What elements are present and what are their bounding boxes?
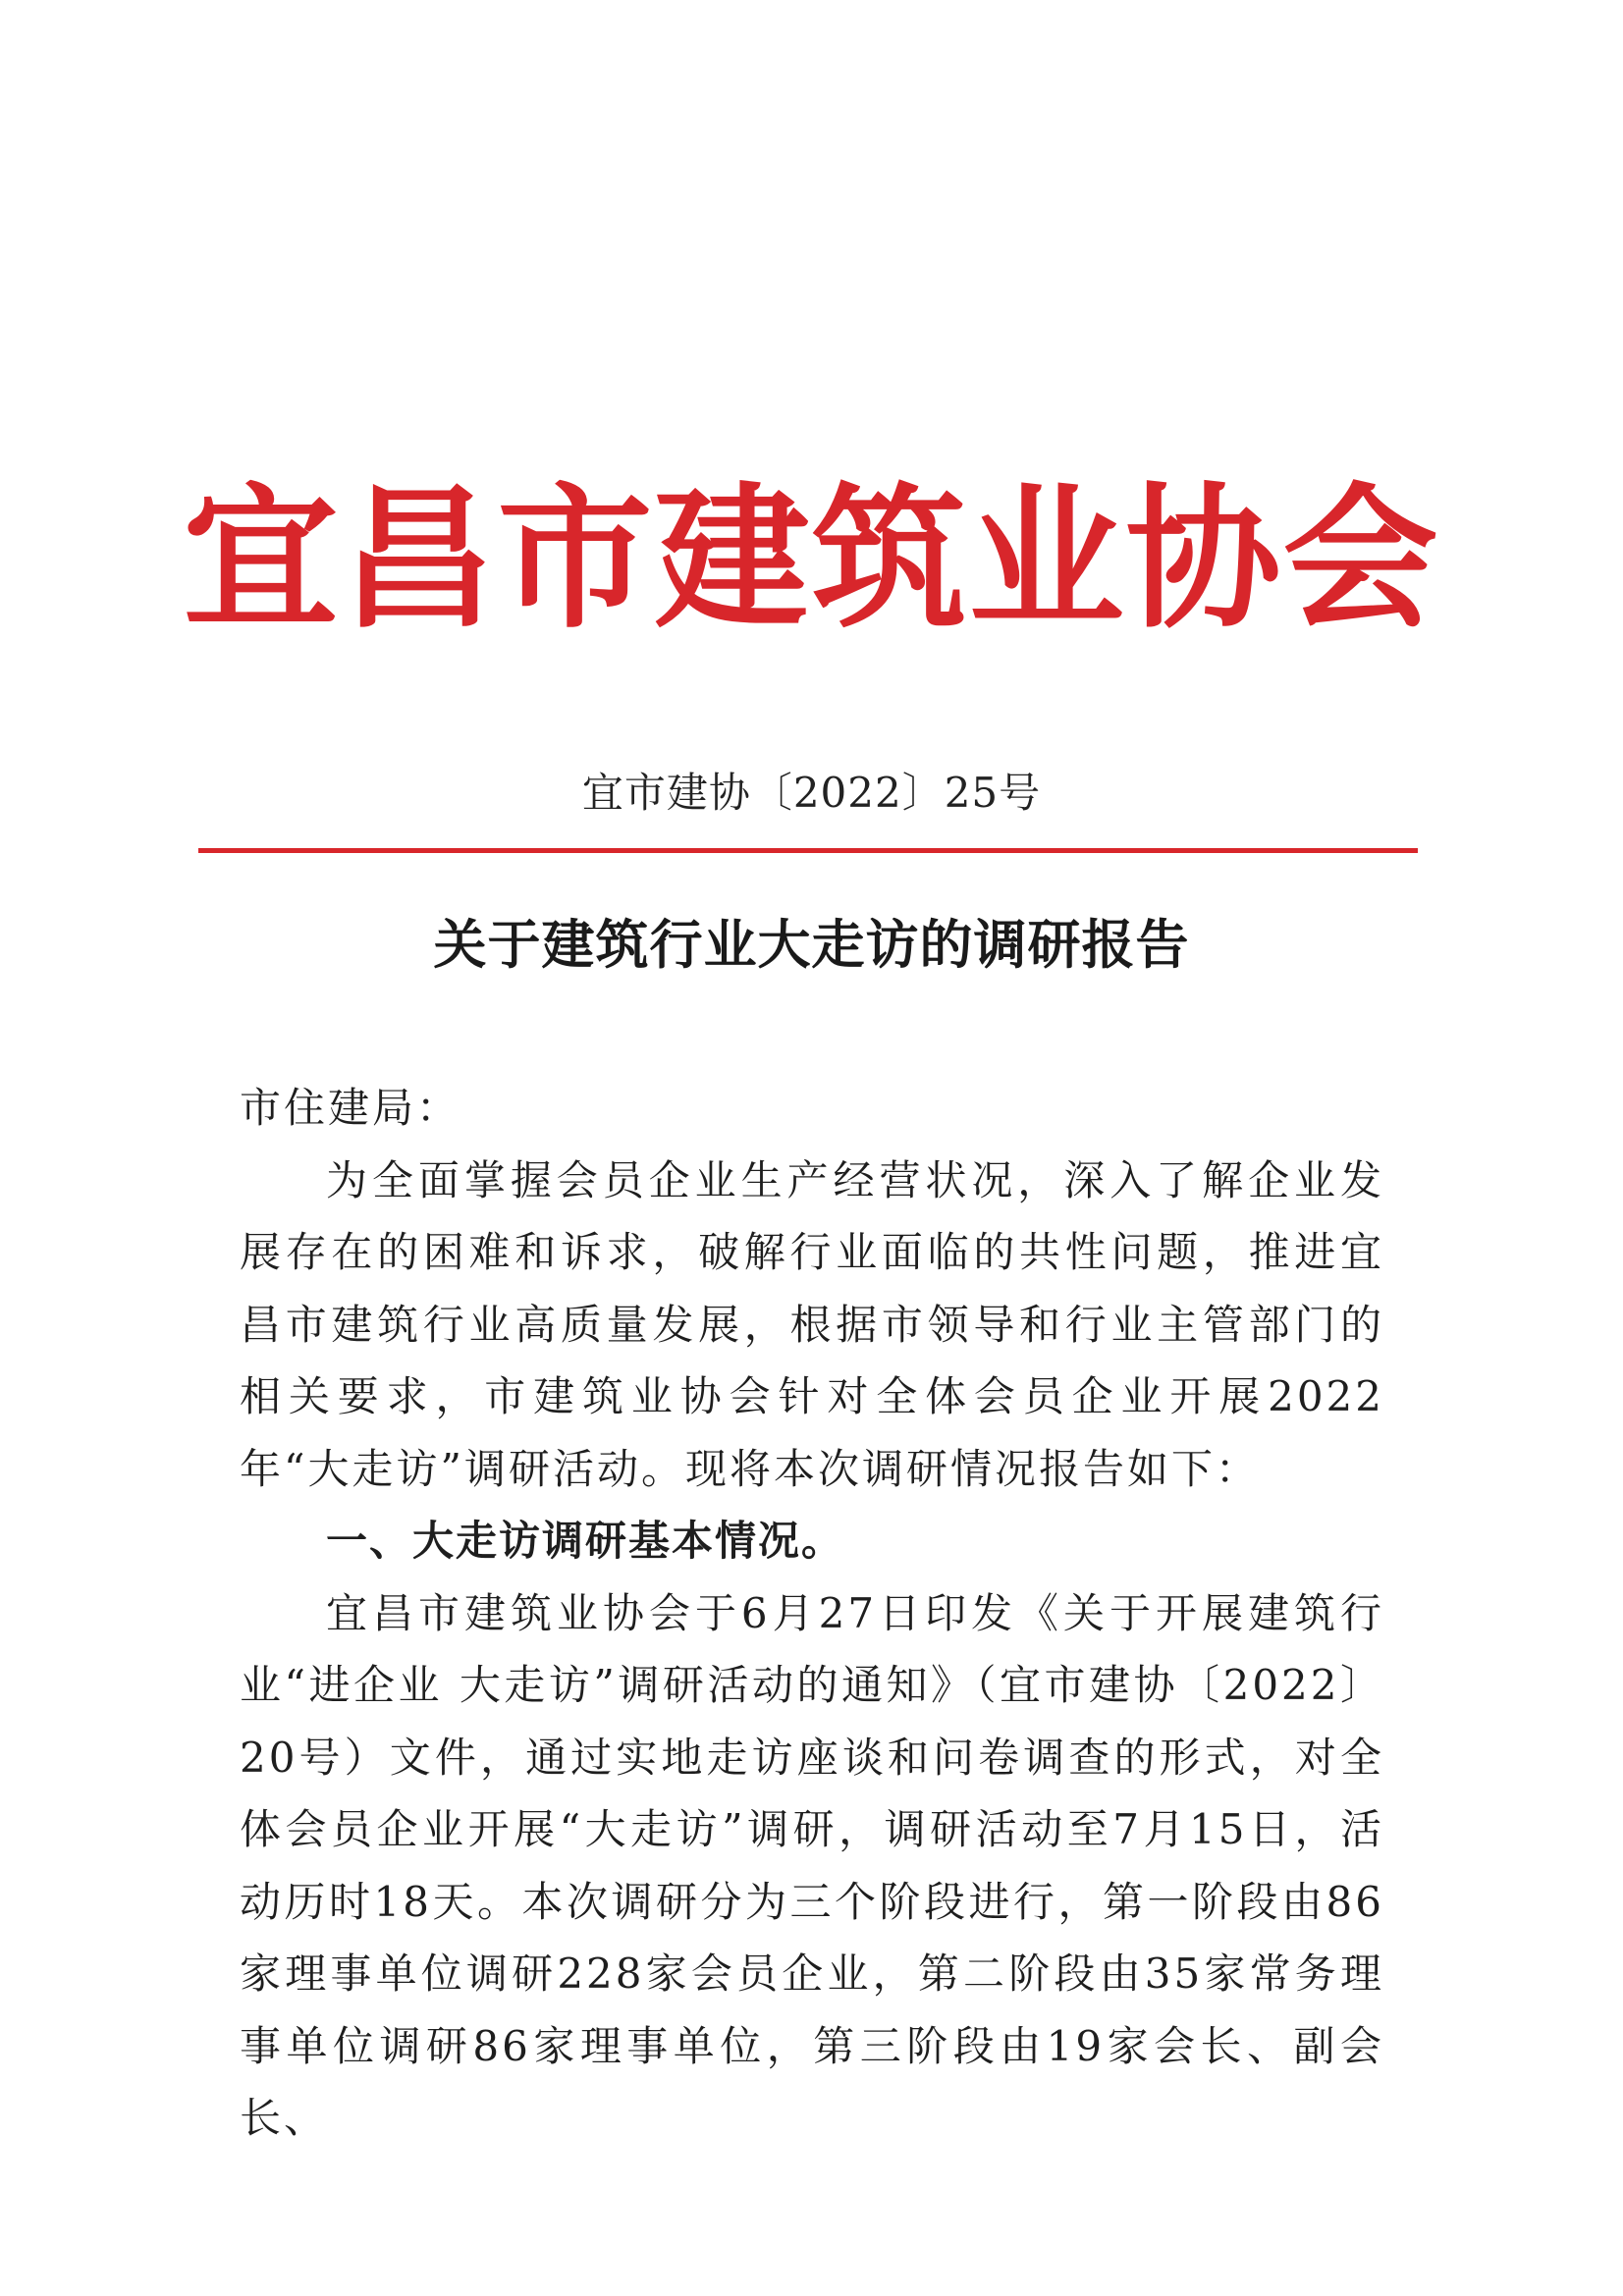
document-body: [240, 1072, 1384, 2155]
red-divider-line: [198, 848, 1418, 853]
salutation: 市住建局：: [240, 1084, 461, 1132]
section-heading: 一、大走访调研基本情况。: [326, 1517, 845, 1565]
document-title: 关于建筑行业大走访的调研报告: [433, 914, 1190, 976]
section-paragraph: 宜昌市建筑业协会于6月27日印发《关于开展建筑行业“进企业 大走访”调研活动的通知》（宜市建协〔2022〕20号）文件，通过实地走访座谈和问卷调查的形式，对全体会员企业开展“大走访”调研，调研活动至7月15日，活动历时18天。本次调研分为三个阶段进行，第一阶段由86家理事单位调研228家会员企业，第二阶段由35家常务理事单位调研86家理事单位，第三阶段由19家会长、副会长、: [240, 1588, 1384, 2142]
organization-letterhead: 宜昌市建筑业协会: [183, 468, 1440, 650]
document-number: 宜市建协〔2022〕25号: [581, 769, 1042, 817]
intro-paragraph: 为全面掌握会员企业生产经营状况，深入了解企业发展存在的困难和诉求，破解行业面临的共性问题，推进宜昌市建筑行业高质量发展，根据市领导和行业主管部门的相关要求，市建筑业协会针对全体会员企业开展2022年“大走访”调研活动。现将本次调研情况报告如下：: [240, 1155, 1384, 1493]
